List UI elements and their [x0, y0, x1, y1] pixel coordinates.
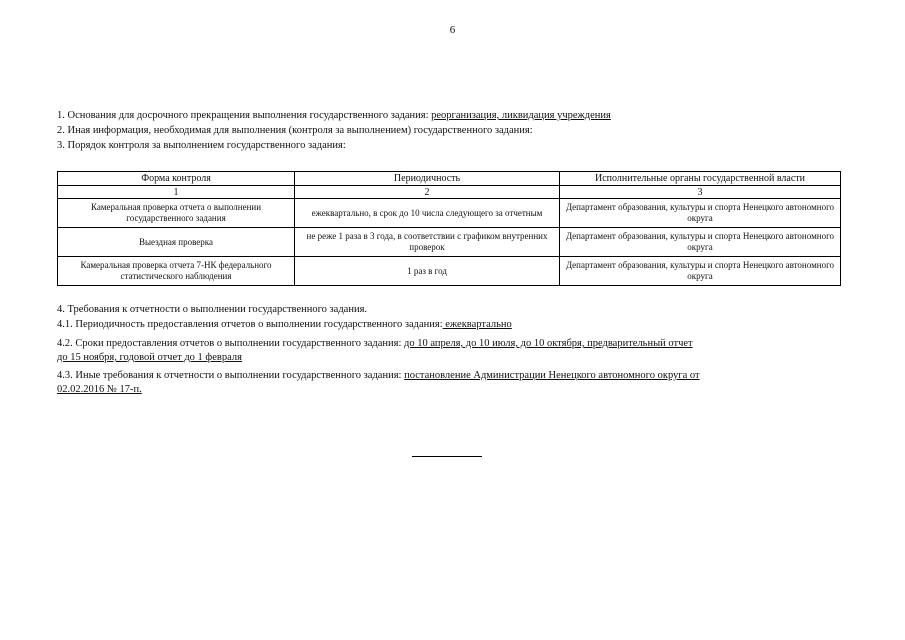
item-4-1-value: ежеквартально: [442, 319, 512, 330]
item-4-2-text: 4.2. Сроки предоставления отчетов о выполнении государственного задания:: [57, 338, 405, 349]
item-4-1-text: 4.1. Периодичность предоставления отчетов о выполнении государственного задания:: [57, 319, 443, 330]
item-4-3-value: постановление Администрации Ненецкого автономного округа от: [404, 370, 700, 381]
table-cell: Департамент образования, культуры и спорта Ненецкого автономного округа: [560, 199, 841, 228]
table-row: [58, 257, 841, 286]
header-cell: Форма контроля: [58, 172, 295, 186]
item-1-early-termination: [57, 109, 611, 122]
item-4-3-value-cont: 02.02.2016 № 17-п.: [57, 384, 142, 395]
item-4-2-value: до 10 апреля, до 10 июля, до 10 октября, предварительный отчет: [404, 338, 693, 349]
column-number: 1: [58, 186, 295, 199]
table-number-row: [58, 186, 841, 199]
table-cell: Выездная проверка: [58, 228, 295, 257]
header-cell: Исполнительные органы государственной власти: [560, 172, 841, 186]
page-number: 6: [449, 24, 456, 36]
table-cell: не реже 1 раза в 3 года, в соответствии с графиком внутренних проверок: [295, 228, 560, 257]
table-header-row: [58, 172, 841, 186]
header-cell: Периодичность: [295, 172, 560, 186]
column-number: 2: [295, 186, 560, 199]
control-table: [57, 171, 841, 286]
table-cell: ежеквартально, в срок до 10 числа следующего за отчетным: [295, 199, 560, 228]
item-1-value: реорганизация, ликвидация учреждения: [431, 110, 611, 121]
item-1-text: 1. Основания для досрочного прекращения выполнения государственного задания:: [57, 110, 432, 121]
table-row: [58, 199, 841, 228]
item-4-3-other-requirements: [57, 369, 700, 382]
item-4-1-periodicity: [57, 318, 512, 331]
table-cell: Камеральная проверка отчета о выполнении государственного задания: [58, 199, 295, 228]
table-cell: Департамент образования, культуры и спорта Ненецкого автономного округа: [560, 257, 841, 286]
item-4-reporting-requirements: 4. Требования к отчетности о выполнении государственного задания.: [57, 304, 368, 315]
end-separator-line: [412, 456, 482, 457]
item-4-2-value-cont: до 15 ноября, годовой отчет до 1 февраля: [57, 352, 242, 363]
item-3-control-procedure: 3. Порядок контроля за выполнением государственного задания:: [57, 140, 346, 151]
column-number: 3: [560, 186, 841, 199]
item-4-2-deadlines: [57, 337, 693, 350]
table-row: [58, 228, 841, 257]
item-2-other-info: 2. Иная информация, необходимая для выполнения (контроля за выполнением) государственного задания:: [57, 125, 533, 136]
item-4-3-text: 4.3. Иные требования к отчетности о выполнении государственного задания:: [57, 370, 405, 381]
table-cell: Департамент образования, культуры и спорта Ненецкого автономного округа: [560, 228, 841, 257]
table-cell: 1 раз в год: [295, 257, 560, 286]
table-cell: Камеральная проверка отчета 7-НК федерального статистического наблюдения: [58, 257, 295, 286]
